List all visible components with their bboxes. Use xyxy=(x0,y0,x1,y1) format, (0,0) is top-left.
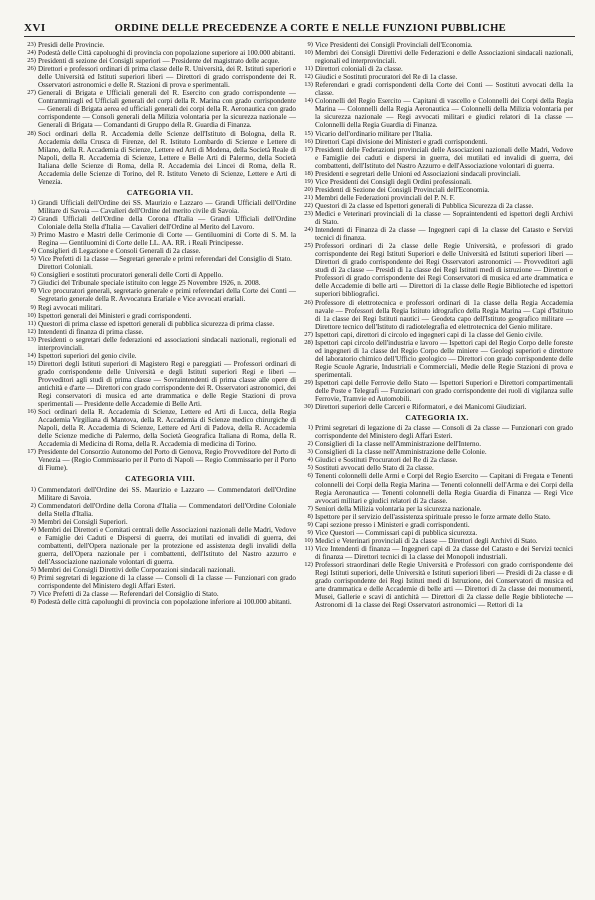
entry-text: Vice Questori — Commissari capi di pubblica sicurezza. xyxy=(315,528,478,537)
entry-text: Presidente del Consorzio Autonomo del Porto di Genova, Regio Provveditore del Porto di Venezia — (Regio Commissario per il Porto di Napoli — Regio Commissario per il Porto di Fiume). xyxy=(38,448,296,473)
entry-text: Capi sezione presso i Ministeri e gradi corrispondenti. xyxy=(315,520,470,529)
entry-text: Primo Mastro e Mastri delle Cerimonie di Corte — Gentiluomini di Corte di S. M. la Regina — Gentiluomini di Corte delle LL. AA. RR. i Reali Principesse. xyxy=(38,231,296,248)
entry-number: 16) xyxy=(304,137,313,145)
entry-text: Direttori superiori delle Carceri e Riformatori, e dei Manicomi Giudiziari. xyxy=(315,403,527,412)
entry-text: Direttori degli Istituti superiori di Magistero Regi e pareggiati — Professori ordinari di grado corrispondente delle Università e degli Istituti superiori Regi e liberi — Provveditori agli studi di prima classe — Sovraintendenti di prima classe alle opere di antichità e d'arte — Direttori con grado corrispondente dei R. Osservatori astronomici, dei Regi conservatori di musica ed arte drammatica e delle Regie Stazioni di prova sperimentali — Presidente delle Accademie di Belle Arti. xyxy=(38,359,296,409)
precedence-entry xyxy=(301,521,573,529)
entry-text: Professore di elettrotecnica e professori ordinari di 1a classe della Regia Accademia navale — Professori della Regia Istituto idrografico della Regia Marina — Capi d'Istituto di 1a classe dei Regi Istituti nautici — Geodeta capo dell'Istituto geografico militare — Direttore tecnico dell'Istituto di radiotelegrafia ed elettrotecnica del Genio militare. xyxy=(315,298,573,331)
precedence-entry xyxy=(301,339,573,379)
precedence-entry xyxy=(24,360,296,408)
entry-text: Podestà delle Città capoluoghi di provincia con popolazione superiore ai 100.000 abitanti. xyxy=(38,49,296,58)
entry-number: 17) xyxy=(27,448,36,456)
precedence-entry xyxy=(301,403,573,411)
entry-text: Giudici e Sostituti procuratori del Re di 1a classe. xyxy=(315,73,458,82)
entry-number: 10) xyxy=(304,536,313,544)
entry-number: 12) xyxy=(27,327,36,335)
precedence-entry xyxy=(24,448,296,472)
precedence-entry xyxy=(301,299,573,331)
entry-number: 26) xyxy=(27,65,36,73)
precedence-entry xyxy=(24,566,296,574)
precedence-entry xyxy=(24,199,296,215)
left-column xyxy=(24,41,296,891)
precedence-entry xyxy=(24,263,296,271)
precedence-entry xyxy=(301,242,573,298)
entry-text: Consiglieri di 1a classe nell'Amministrazione delle Colonie. xyxy=(315,448,487,457)
precedence-entry xyxy=(301,505,573,513)
category-heading: CATEGORIA IX. xyxy=(405,413,469,423)
entry-text: Colonnelli del Regio Esercito — Capitani di vascello e Colonnelli dei Corpi della Regia Marina — Colonnelli della Regia Aeronautica — Colonnelli della Milizia volontaria per la sicurezza nazionale — Regi avvocati militari e giudici relatori di 1a classe — Colonnelli della Regia Guardia di Finanza. xyxy=(315,97,573,130)
entry-text: Membri dei Consigli Direttivi delle Corporazioni sindacali nazionali. xyxy=(38,566,236,574)
entry-number: 10) xyxy=(304,49,313,57)
precedence-entry xyxy=(301,49,573,65)
entry-number: 1) xyxy=(30,198,36,206)
precedence-entry xyxy=(301,186,573,194)
entry-text: Presidi delle Provincie. xyxy=(38,41,105,49)
entry-text: Primi segretari di legazione di 2a classe — Consoli di 2a classe — Funzionari con grado corrispondente del Ministero degli Affari Esteri. xyxy=(315,424,573,441)
entry-text: Tenenti colonnelli delle Armi e Corpi del Regio Esercito — Capitani di Fregata e Tenenti colonnelli dei Corpi della Regia Marina — Tenenti colonnelli dell'Arma e dei Corpi della Regia Aeronautica — Tenenti colonnelli della Regia Guardia di Finanza — Regi Vice avvocati militari e giudici relatori di 2a classe. xyxy=(315,472,573,505)
precedence-entry xyxy=(301,202,573,210)
precedence-entry xyxy=(301,545,573,561)
precedence-entry xyxy=(24,304,296,312)
entry-number: 11) xyxy=(304,544,313,552)
entry-text: Vice Presidenti dei Consigli degli Ordini professionali. xyxy=(315,177,472,186)
entry-text: Consiglieri e sostituti procuratori generali delle Corti di Appello. xyxy=(38,271,224,280)
entry-number: 1) xyxy=(30,485,36,493)
entry-number: 14) xyxy=(304,97,313,105)
precedence-entry xyxy=(24,279,296,287)
entry-number: 9) xyxy=(307,528,313,536)
entry-number: 2) xyxy=(30,214,36,222)
entry-text: Ispettori superiori del genio civile. xyxy=(38,351,137,360)
entry-number: 25) xyxy=(27,57,36,65)
entry-number: 19) xyxy=(304,177,313,185)
precedence-entry xyxy=(24,130,296,186)
category-heading: CATEGORIA VII. xyxy=(126,187,194,197)
entry-number: 29) xyxy=(304,378,313,386)
precedence-entry xyxy=(24,271,296,279)
entry-number: 10) xyxy=(27,311,36,319)
precedence-entry xyxy=(301,513,573,521)
entry-number: 7) xyxy=(30,590,36,598)
precedence-entry xyxy=(24,336,296,352)
precedence-entry xyxy=(301,65,573,73)
precedence-entry xyxy=(24,65,296,89)
entry-number: 11) xyxy=(27,319,36,327)
entry-text: Vice Presidenti dei Consigli Provinciali dell'Economia. xyxy=(315,41,473,49)
entry-text: Direttori Coloniali. xyxy=(38,263,93,272)
entry-text: Questori di prima classe ed ispettori generali di pubblica sicurezza di prima classe. xyxy=(38,319,275,328)
entry-text: Consiglieri di 1a classe nell'Amministrazione dell'Interno. xyxy=(315,440,481,449)
entry-number: 24) xyxy=(304,226,313,234)
precedence-entry xyxy=(301,379,573,403)
precedence-entry xyxy=(301,73,573,81)
entry-text: Regi avvocati militari. xyxy=(38,303,103,312)
entry-number: 6) xyxy=(30,574,36,582)
precedence-entry xyxy=(301,226,573,242)
entry-text: Presidenti di Sezione dei Consigli Provinciali dell'Economia. xyxy=(315,185,490,194)
precedence-entry xyxy=(24,408,296,448)
entry-text: Vicario dell'ordinario militare per l'Italia. xyxy=(315,129,433,138)
page-number: XVI xyxy=(24,22,46,34)
entry-number: 26) xyxy=(304,298,313,306)
entry-number: 18) xyxy=(304,169,313,177)
entry-number: 24) xyxy=(27,49,36,57)
entry-text: Direttori coloniali di 2a classe. xyxy=(315,65,403,74)
entry-number: 11) xyxy=(304,65,313,73)
entry-number: 1) xyxy=(307,424,313,432)
precedence-entry xyxy=(24,574,296,590)
precedence-entry xyxy=(24,247,296,255)
entry-text: Medici e Veterinari provinciali di 2a classe — Direttori degli Archivi di Stato. xyxy=(315,536,538,545)
entry-number: 9) xyxy=(307,41,313,48)
precedence-entry xyxy=(301,472,573,504)
entry-text: Questori di 2a classe ed Ispettori generali di Pubblica Sicurezza di 2a classe. xyxy=(315,201,534,210)
precedence-entry xyxy=(301,170,573,178)
entry-number: 9) xyxy=(307,520,313,528)
entry-number: 3) xyxy=(30,517,36,525)
entry-text: Intendenti di finanza di prima classe. xyxy=(38,327,144,336)
precedence-entry xyxy=(24,518,296,526)
entry-text: Membri delle Federazioni provinciali del P. N. F. xyxy=(315,193,455,202)
precedence-entry xyxy=(24,486,296,502)
precedence-entry xyxy=(24,328,296,336)
entry-text: Presidenti o segretari delle federazioni ed associazioni sindacali nazionali, regionali ed interprovinciali. xyxy=(38,335,296,352)
entry-number: 30) xyxy=(304,403,313,411)
precedence-entry xyxy=(24,215,296,231)
precedence-entry xyxy=(24,526,296,566)
entry-text: Soci ordinari della R. Accademia delle Scienze dell'Istituto di Bologna, della R. Accademia della Crusca di Firenze, del R. Istituto Lombardo di Scienze e Lettere di Milano, della R. Accademia di Scienze, Lettere ed Arti di Modena, della Società Reale di Napoli, della R. Accademia di Scienze, Lettere e Belle Arti di Palermo, della Società Italiana delle Scienze di Roma, della R. Accademia dei Lincei di Roma, della R. Accademia delle Scienze di Torino, del R. Istituto Veneto di Scienze, Lettere e Arti di Venezia. xyxy=(38,129,296,186)
entry-number: 5) xyxy=(307,464,313,472)
entry-number: 4) xyxy=(30,525,36,533)
precedence-entry xyxy=(24,590,296,598)
entry-text: Grandi Ufficiali dell'Ordine dei SS. Maurizio e Lazzaro — Grandi Ufficiali dell'Ordine Militare di Savoia — Cavalieri dell'Ordine del merito civile di Savoia. xyxy=(38,198,296,215)
precedence-entry xyxy=(301,194,573,202)
precedence-entry xyxy=(24,598,296,606)
page-header xyxy=(24,22,575,37)
entry-text: Vice procuratori generali, segretario generale e primi referendari della Corte dei Conti — Segretario generale della R. Avvocatura Erariale e Vice avvocati erariali. xyxy=(38,287,296,304)
entry-text: Membri dei Consigli Direttivi delle Federazioni e delle Associazioni sindacali nazionali, regionali ed interprovinciali. xyxy=(315,49,573,66)
entry-number: 5) xyxy=(30,255,36,263)
entry-text: Presidenti e segretari delle Unioni ed Associazioni sindacali provinciali. xyxy=(315,169,521,178)
entry-text: Giudici e Sostituti Procuratori del Re di 2a classe. xyxy=(315,456,458,465)
precedence-entry xyxy=(301,178,573,186)
entry-number: 25) xyxy=(304,242,313,250)
entry-text: Ispettori generali dei Ministeri e gradi corrispondenti. xyxy=(38,311,192,320)
precedence-entry xyxy=(24,287,296,303)
entry-number: 8) xyxy=(30,598,36,606)
entry-text: Ispettori capi circolo dell'industria e lavoro — Ispettori capi del Regio Corpo delle foreste ed ingegneri di 1a classe del Regio Corpo delle miniere — Geologi superiori e direttore del laboratorio chimico dell'Ufficio geologico — Direttori con grado corrispondente delle Regie Scuole Agrarie, Industriali e Commerciali, Medie delle Regie Stazioni di prova e sperimentali. xyxy=(315,338,573,379)
entry-number: 5) xyxy=(30,566,36,573)
precedence-entry xyxy=(24,502,296,518)
entry-number: 4) xyxy=(30,247,36,255)
entry-number: 28) xyxy=(304,338,313,346)
entry-number: 8) xyxy=(307,512,313,520)
precedence-entry xyxy=(301,537,573,545)
entry-text: Giudici del Tribunale speciale istituito con legge 25 Novembre 1926, n. 2008. xyxy=(38,279,261,288)
entry-number: 3) xyxy=(30,231,36,239)
precedence-entry xyxy=(24,231,296,247)
precedence-entry xyxy=(24,255,296,263)
precedence-entry xyxy=(301,464,573,472)
precedence-entry xyxy=(301,440,573,448)
entry-text: Grandi Ufficiali dell'Ordine della Corona d'Italia — Grandi Ufficiali dell'Ordine Coloniale della Stella d'Italia — Cavalieri dell'Ordine al Merito del Lavoro. xyxy=(38,214,296,232)
entry-number: 7) xyxy=(307,504,313,512)
entry-text: Presidenti di sezione dei Consigli superiori — Presidente del magistrato delle acque. xyxy=(38,57,280,66)
precedence-entry xyxy=(301,424,573,440)
entry-number: 2) xyxy=(307,440,313,448)
entry-text: Ispettori capi delle Ferrovie dello Stato — Ispettori Superiori e Direttori compartimentali delle Poste e Telegrafi — Funzionari con grado corrispondente dei ruoli di vigilanza sulle Ferrovie, Tramvie ed Automobili. xyxy=(315,378,573,404)
entry-text: Referendari e gradi corrispondenti della Corte dei Conti — Sostituti avvocati della 1a classe. xyxy=(315,81,573,98)
entry-number: 14) xyxy=(27,351,36,359)
entry-number: 7) xyxy=(30,279,36,287)
entry-number: 6) xyxy=(30,271,36,279)
entry-number: 28) xyxy=(27,129,36,137)
entry-number: 17) xyxy=(304,145,313,153)
entry-text: Vice Prefetti di 1a classe — Segretari generale e primi referendari del Consiglio di Stato. xyxy=(38,255,292,264)
entry-text: Podestà delle città capoluoghi di provincia con popolazione inferiore ai 100.000 abitanti. xyxy=(38,598,292,607)
entry-text: Consiglieri di Legazione e Consoli Generali di 2a classe. xyxy=(38,247,201,256)
entry-text: Vice Prefetti di 2a classe — Referendari del Consiglio di Stato. xyxy=(38,590,219,599)
entry-text: Ispettore per il servizio dell'assistenza spirituale presso le forze armate dello Stato. xyxy=(315,512,551,521)
right-column xyxy=(301,41,573,891)
entry-text: Professori ordinari di 2a classe delle Regie Università, e professori di grado corrispondente dei Regi Istituti Superiori e delle Università ed Istituti superiori liberi — Direttori di grado corrispondente dei Regi Osservatori astronomici — Provveditori agli studi di 2a classe — Presidi di 1a classe dei Regi Istituti medi di istruzione — Direttori e Professori di grado corrispondente dei Regi Conservatori di musica ed arte drammatica e delle Accademie di belle arti — Direttori di 1a classe delle Regie Biblioteche ed ispettori superiori bibliografici. xyxy=(315,242,573,299)
entry-number: 23) xyxy=(304,209,313,217)
entry-text: Sostituti avvocati dello Stato di 2a classe. xyxy=(315,464,434,473)
entry-number: 4) xyxy=(307,456,313,464)
entry-number: 15) xyxy=(304,129,313,137)
entry-number: 16) xyxy=(27,408,36,416)
entry-text: Commendatori dell'Ordine dei SS. Maurizio e Lazzaro — Commendatori dell'Ordine Militare di Savoia. xyxy=(38,485,296,502)
entry-number: 20) xyxy=(304,185,313,193)
entry-text: Direttori e professori ordinari di prima classe delle R. Università, dei R. Istituti superiori e delle Università ed Istituti superiori liberi — Direttori di grado corrispondente dei R. Osservatori astronomici e delle R. Stazioni di prova e sperimentali. xyxy=(38,65,296,90)
entry-text: Direttori Capi divisione dei Ministeri e gradi corrispondenti. xyxy=(315,137,488,146)
precedence-entry xyxy=(24,320,296,328)
entry-number: 3) xyxy=(307,448,313,456)
precedence-entry xyxy=(301,41,573,49)
precedence-entry xyxy=(301,130,573,138)
entry-text: Primi segretari di legazione di 1a classe — Consoli di 1a classe — Funzionari con grado corrispondente del Ministero degli Affari Esteri. xyxy=(38,574,296,591)
entry-text: Commendatori dell'Ordine della Corona d'Italia — Commendatori dell'Ordine Coloniale della Stella d'Italia. xyxy=(38,501,296,518)
entry-number: 27) xyxy=(304,330,313,338)
entry-text: Membri dei Direttori e Comitati centrali delle Associazioni nazionali delle Madri, Vedove e Famiglie dei Caduti e Dispersi di guerra, dei mutilati ed invalidi di guerra, dei combattenti, dell'Opera nazionale per la protezione ed assistenza degli invalidi della guerra, dell'Opera nazionale per i combattenti, dell'Istituto del Nastro azzurro e dell'Associazione nazionale volontari di guerra. xyxy=(38,525,296,566)
entry-text: Membri dei Consigli Superiori. xyxy=(38,517,128,526)
precedence-entry xyxy=(301,138,573,146)
entry-text: Intendenti di Finanza di 2a classe — Ingegneri capi di 1a classe del Catasto e Servizi tecnici di finanza. xyxy=(315,226,573,243)
entry-text: Professori straordinari delle Regie Università e Professori con grado corrispondente dei Regi Istituti superiori, delle Università e Istituti superiori liberi — Presidi di 2a classe e di grado corrispondente dei Regi Istituti medi di Istruzione, dei Conservatori di musica ed arte drammatica e delle Accademie di belle arti — Direttori di 2a classe dei monumenti, Musei, Gallerie e scavi di antichità — Direttori di 2a classe delle Regie biblioteche — Astronomi di 1a classe dei Regi Osservatori astronomici — Rettori di 1a xyxy=(315,561,573,610)
entry-text: Ispettori capi, direttori di circolo ed ingegneri capi di 1a classe del Genio civile. xyxy=(315,330,543,339)
precedence-entry xyxy=(301,529,573,537)
entry-number: 13) xyxy=(27,335,36,343)
entry-number: 12) xyxy=(304,561,313,568)
precedence-entry xyxy=(24,352,296,360)
precedence-entry xyxy=(301,561,573,609)
precedence-entry xyxy=(301,210,573,226)
precedence-entry xyxy=(24,89,296,129)
entry-text: Generali di Brigata e Ufficiali generali del R. Esercito con grado corrispondente — Contrammiragli ed Ufficiali generali del corpi della R. Marina con grado corrispondente — Generali di Brigata aerea ed ufficiali generali dei corpi della R. Aeronautica con grado corrispondente — Consoli generali della Milizia volontaria per la sicurezza nazionale — Generali di Brigata — Comandanti di Gruppo della R. Guardia di Finanza. xyxy=(38,89,296,130)
entry-number: 21) xyxy=(304,193,313,201)
entry-number: 13) xyxy=(304,81,313,89)
entry-number: 12) xyxy=(304,73,313,81)
entry-text: Soci ordinari della R. Accademia di Scienze, Lettere ed Arti di Lucca, della Regia Accademia Virgiliana di Mantova, della R. Accademia di Scienze medico chirurgiche di Napoli, della R. Accademia di Scienze, Lettere ed Arti di Padova, della R. Accademia delle Scienze mediche di Palermo, della Società Geografica Italiana di Roma, della R. Accademia di Medicina di Roma, della R. Accademia di medicina di Torino. xyxy=(38,408,296,449)
precedence-entry xyxy=(301,97,573,129)
entry-number: 9) xyxy=(30,303,36,311)
entry-number: 27) xyxy=(27,89,36,97)
precedence-entry xyxy=(24,312,296,320)
category-heading: CATEGORIA VIII. xyxy=(125,474,195,484)
precedence-entry xyxy=(301,81,573,97)
entry-number: 2) xyxy=(30,501,36,509)
entry-number: 23) xyxy=(27,41,36,48)
entry-text: Presidenti delle Federazioni provinciali delle Associazioni nazionali delle Madri, Vedove e Famiglie dei caduti e dispersi in guerra, dei mutilati ed invalidi di guerra, dei combattenti, dell'Istituto del Nastro Azzurro e dell'Associazione volontari di guerra. xyxy=(315,145,573,170)
running-title: ORDINE DELLE PRECEDENZE A CORTE E NELLE FUNZIONI PUBBLICHE xyxy=(114,23,507,34)
precedence-entry xyxy=(301,456,573,464)
entry-number: 8) xyxy=(30,287,36,295)
precedence-entry xyxy=(301,146,573,170)
entry-number: 22) xyxy=(304,201,313,209)
entry-text: Medici e Veterinari provinciali di 1a classe — Sopraintendenti ed ispettori degli Archivi di Stato. xyxy=(315,209,573,227)
precedence-entry xyxy=(301,448,573,456)
entry-text: Vice Intendenti di finanza — Ingegneri capi di 2a classe del Catasto e dei Servizi tecnici di finanza — Direttori tecnici di 1a classe dei Monopoli industriali. xyxy=(315,544,573,561)
entry-number: 6) xyxy=(307,472,313,480)
precedence-entry xyxy=(301,331,573,339)
precedence-entry xyxy=(24,57,296,65)
precedence-entry xyxy=(24,41,296,49)
entry-text: Seniori della Milizia volontaria per la sicurezza nazionale. xyxy=(315,504,482,513)
entry-number: 15) xyxy=(27,359,36,367)
precedence-entry xyxy=(24,49,296,57)
